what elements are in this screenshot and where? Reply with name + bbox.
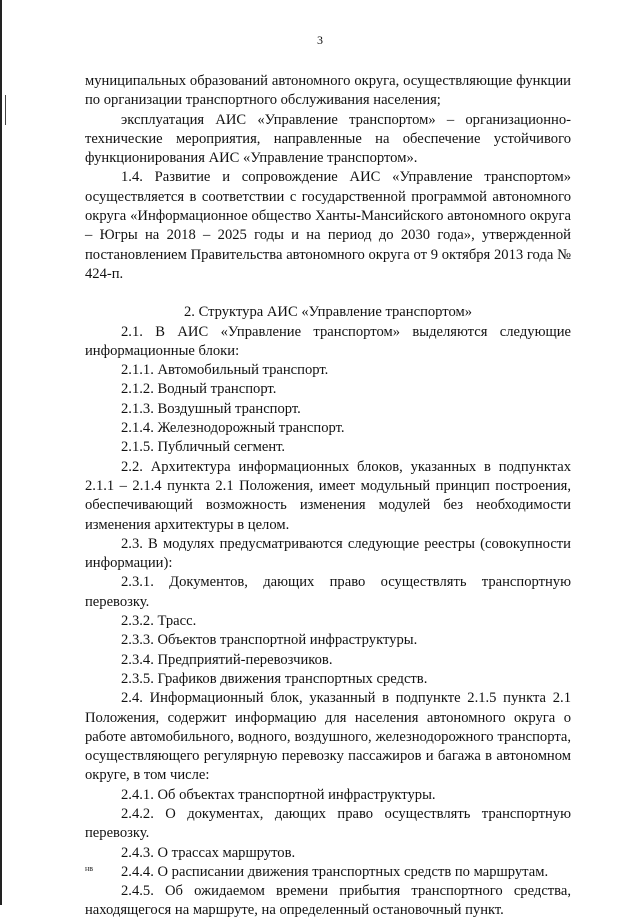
page-number: 3 xyxy=(317,33,323,47)
paragraph-1-4: 1.4. Развитие и сопровождение АИС «Управление транспортом» осуществляется в соответствии с государственной программой автономного округа «Информационное общество Ханты-Мансийского автономного округа – Югры на 2018 – 2025 годы и на период до 2030 года», утвержденной постановлением Правительства автономного округа от 9 октября 2013 года № 424-п. xyxy=(85,169,571,282)
paragraph-2-3: 2.3. В модулях предусматриваются следующие реестры (совокупности информации): xyxy=(85,535,571,572)
section-heading-2: 2. Структура АИС «Управление транспортом» xyxy=(183,304,473,321)
list-item-2-3-2: 2.3.2. Трасс. xyxy=(121,613,197,630)
paragraph-2-4: 2.4. Информационный блок, указанный в подпункте 2.1.5 пункта 2.1 Положения, содержит информацию для населения автономного округа о работе автомобильного, водного, воздушного, железнодорожного транспорта, осуществляющего регулярную перевозку пассажиров и багажа в автономном округе, в том числе: xyxy=(85,690,571,784)
footer-mark: нв xyxy=(85,864,94,873)
paragraph-exploitation: эксплуатация АИС «Управление транспортом» – организационно-технические мероприятия, направленные на обеспечение устойчивого функционирования АИС «Управление транспортом». xyxy=(85,111,571,167)
list-item-2-4-3: 2.4.3. О трассах маршрутов. xyxy=(121,844,296,861)
list-item-2-4-5: 2.4.5. Об ожидаемом времени прибытия транспортного средства, находящегося на маршруте, на определенный остановочный пункт. xyxy=(85,883,571,919)
list-item-2-3-4: 2.3.4. Предприятий-перевозчиков. xyxy=(121,651,333,668)
list-item-2-4-1: 2.4.1. Об объектах транспортной инфраструктуры. xyxy=(121,786,436,803)
paragraph-municipal: муниципальных образований автономного округа, осуществляющие функции по организации транспортного обслуживания населения; xyxy=(85,73,571,109)
paragraph-2-2: 2.2. Архитектура информационных блоков, указанных в подпунктах 2.1.1 – 2.1.4 пункта 2.1 Положения, имеет модульный принцип построения, обеспечивающий возможность изменения модулей без необходимости изменения архитектуры в целом. xyxy=(85,458,571,533)
list-item-2-1-2: 2.1.2. Водный транспорт. xyxy=(121,381,277,398)
list-item-2-1-1: 2.1.1. Автомобильный транспорт. xyxy=(121,362,329,379)
document-body xyxy=(85,72,571,921)
list-item-2-4-2: 2.4.2. О документах, дающих право осуществлять транспортную перевозку. xyxy=(85,805,571,842)
list-item-2-3-3: 2.3.3. Объектов транспортной инфраструктуры. xyxy=(121,632,418,649)
list-item-2-3-1: 2.3.1. Документов, дающих право осуществлять транспортную перевозку. xyxy=(85,574,571,610)
list-item-2-4-4: 2.4.4. О расписании движения транспортных средств по маршрутам. xyxy=(121,863,549,880)
scan-edge-line xyxy=(0,0,2,905)
list-item-2-1-5: 2.1.5. Публичный сегмент. xyxy=(121,439,286,456)
list-item-2-3-5: 2.3.5. Графиков движения транспортных средств. xyxy=(121,670,428,687)
list-item-2-1-4: 2.1.4. Железнодорожный транспорт. xyxy=(121,420,345,437)
scan-edge-mark xyxy=(5,95,6,125)
paragraph-2-1: 2.1. В АИС «Управление транспортом» выделяются следующие информационные блоки: xyxy=(85,323,571,359)
list-item-2-1-3: 2.1.3. Воздушный транспорт. xyxy=(121,400,301,417)
